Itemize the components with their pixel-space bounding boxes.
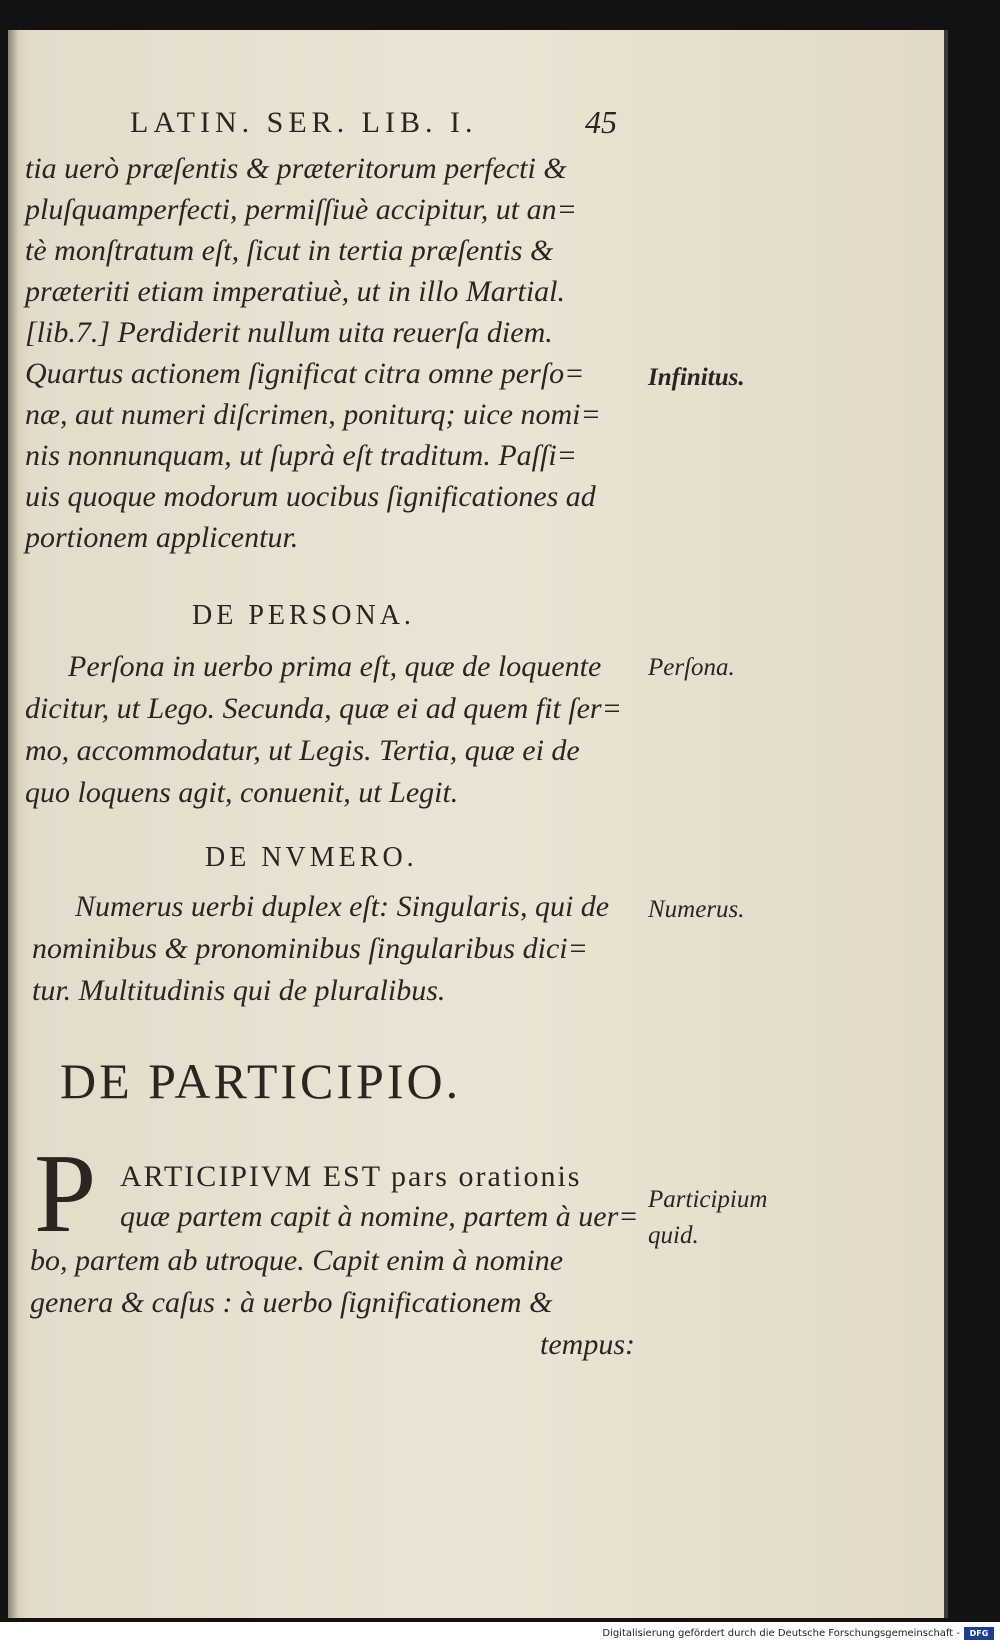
text-line: ARTICIPIVM EST pars orationis: [120, 1160, 582, 1193]
text-line: mo, accommodatur, ut Legis. Tertia, quæ ei de: [25, 734, 580, 767]
text-line: genera & caſus : à uerbo ſignificationem &: [30, 1286, 553, 1319]
page-number: 45: [585, 104, 617, 140]
text-line: nis nonnunquam, ut ſuprà eſt traditum. Paſſi=: [25, 439, 577, 472]
text-line: dicitur, ut Lego. Secunda, quæ ei ad quem fit ſer=: [25, 692, 622, 725]
dfg-logo: DFG: [964, 1627, 994, 1640]
text-line: tè monſtratum eſt, ſicut in tertia præſentis &: [25, 234, 554, 267]
section-heading-numero: DE NVMERO.: [205, 842, 418, 873]
margin-note-infinitus: Infinitus.: [648, 364, 745, 391]
chapter-title: DE PARTICIPIO.: [60, 1053, 462, 1109]
text-line: tia uerò præſentis & præteritorum perfecti &: [25, 152, 567, 185]
text-line: uis quoque modorum uocibus ſignificationes ad: [25, 480, 596, 513]
text-line: Perſona in uerbo prima eſt, quæ de loquente: [68, 650, 602, 683]
text-line: præteriti etiam imperatiuè, ut in illo Martial.: [25, 275, 565, 308]
text-line: tur. Multitudinis qui de pluralibus.: [32, 974, 446, 1007]
text-line: quæ partem capit à nomine, partem à uer=: [120, 1200, 639, 1233]
footer-credit: Digitalisierung gefördert durch die Deutsche Forschungsgemeinschaft -: [602, 1628, 960, 1639]
text-line: bo, partem ab utroque. Capit enim à nomine: [30, 1244, 564, 1277]
text-line: nominibus & pronominibus ſingularibus dici=: [32, 932, 588, 965]
text-line: Quartus actionem ſignificat citra omne perſo=: [25, 357, 585, 390]
text-line: pluſquamperfecti, permiſſiuè accipitur, ut an=: [25, 193, 577, 226]
book-page: [8, 30, 948, 1618]
section-heading-persona: DE PERSONA.: [192, 600, 415, 631]
text-line: quo loquens agit, conuenit, ut Legit.: [25, 776, 459, 809]
text-line: Numerus uerbi duplex eſt: Singularis, qui de: [75, 890, 610, 923]
margin-note-persona: Perſona.: [648, 654, 735, 681]
text-line: næ, aut numeri diſcrimen, poniturq; uice nomi=: [25, 398, 601, 431]
margin-note-quid: quid.: [648, 1222, 699, 1249]
text-line: portionem applicentur.: [25, 521, 299, 554]
margin-note-numerus: Numerus.: [648, 896, 745, 923]
drop-cap: P: [34, 1132, 97, 1256]
text-line: [lib.7.] Perdiderit nullum uita reuerſa diem.: [25, 316, 553, 349]
margin-note-participium: Participium: [648, 1186, 768, 1213]
text-line: tempus:: [540, 1328, 635, 1361]
running-head: LATIN. SER. LIB. I.: [130, 106, 478, 139]
